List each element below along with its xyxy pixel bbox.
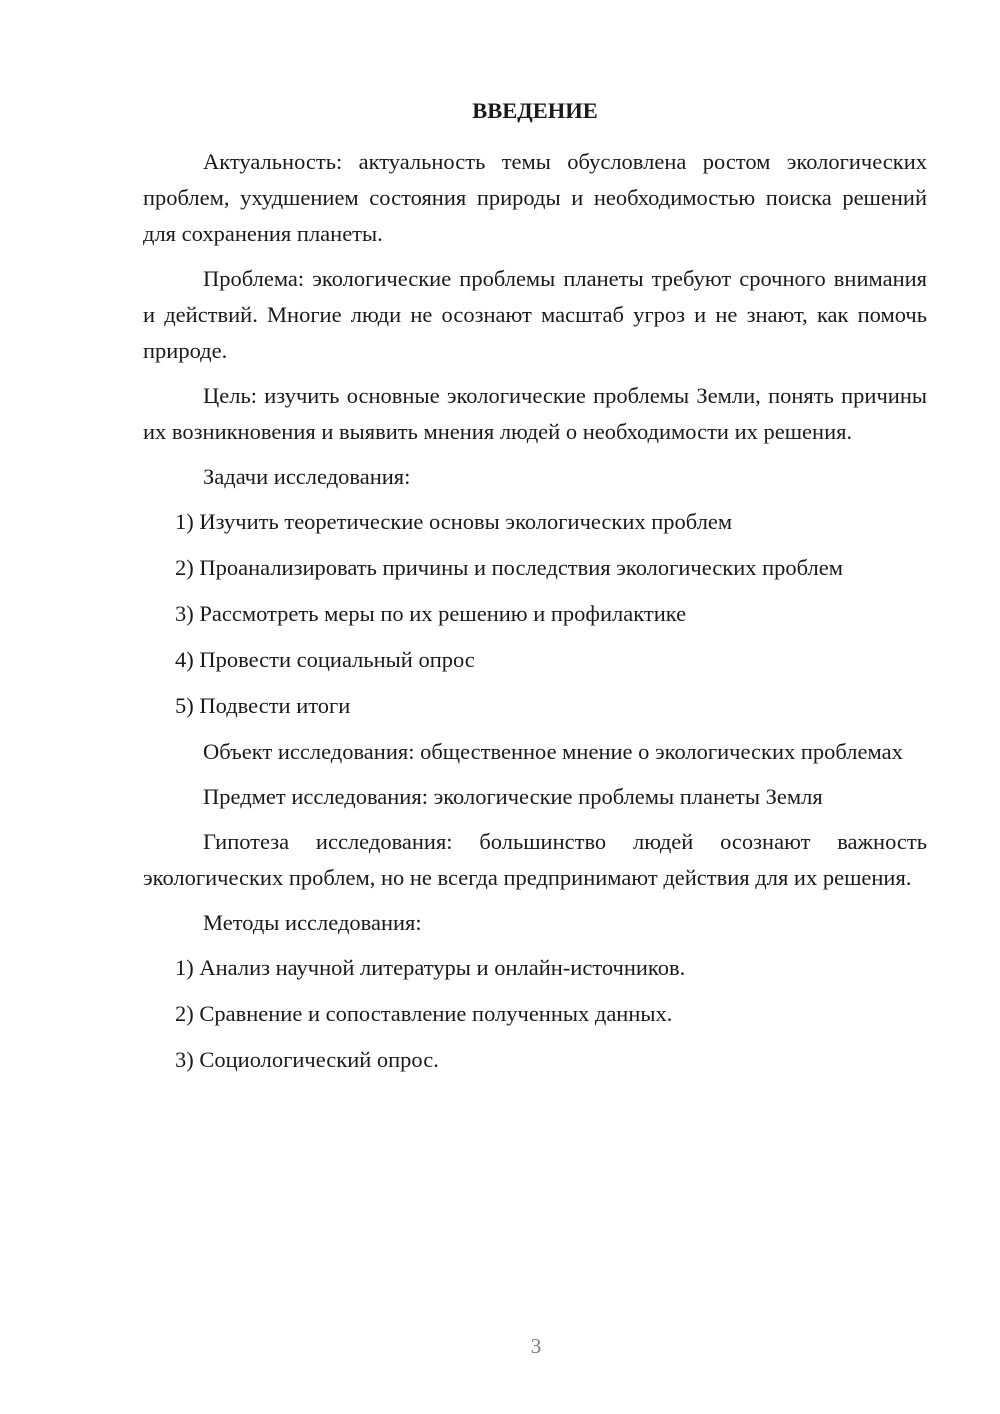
tasks-list xyxy=(143,504,927,724)
goal-paragraph: Цель: изучить основные экологические проблемы Земли, понять причины их возникновения и выявить мнения людей о необходимости их решения. xyxy=(143,383,927,444)
list-item: 1) Изучить теоретические основы экологических проблем xyxy=(175,509,733,534)
page-number: 3 xyxy=(530,1334,542,1358)
list-item: 3) Социологический опрос. xyxy=(175,1047,439,1072)
list-item: 1) Анализ научной литературы и онлайн-источников. xyxy=(175,955,686,980)
subject-paragraph: Предмет исследования: экологические проблемы планеты Земля xyxy=(203,784,823,809)
methods-heading: Методы исследования: xyxy=(203,910,422,935)
problem-paragraph: Проблема: экологические проблемы планеты требуют срочного внимания и действий. Многие люди не осознают масштаб угроз и не знают, как помочь природе. xyxy=(143,266,927,363)
section-title: ВВЕДЕНИЕ xyxy=(472,98,598,123)
object-paragraph: Объект исследования: общественное мнение о экологических проблемах xyxy=(203,739,903,764)
list-item: 5) Подвести итоги xyxy=(175,693,351,718)
list-item: 2) Сравнение и сопоставление полученных данных. xyxy=(175,1001,673,1026)
tasks-heading: Задачи исследования: xyxy=(203,464,411,489)
list-item: 3) Рассмотреть меры по их решению и профилактике xyxy=(175,601,687,626)
hypothesis-paragraph: Гипотеза исследования: большинство людей осознают важность экологических проблем, но не всегда предпринимают действия для их решения. xyxy=(143,829,927,890)
relevance-paragraph: Актуальность: актуальность темы обусловлена ростом экологических проблем, ухудшением состояния природы и необходимостью поиска решений для сохранения планеты. xyxy=(143,149,927,246)
document-body xyxy=(143,96,927,1088)
list-item: 2) Проанализировать причины и последствия экологических проблем xyxy=(175,555,844,580)
methods-list xyxy=(143,950,927,1078)
list-item: 4) Провести социальный опрос xyxy=(175,647,475,672)
